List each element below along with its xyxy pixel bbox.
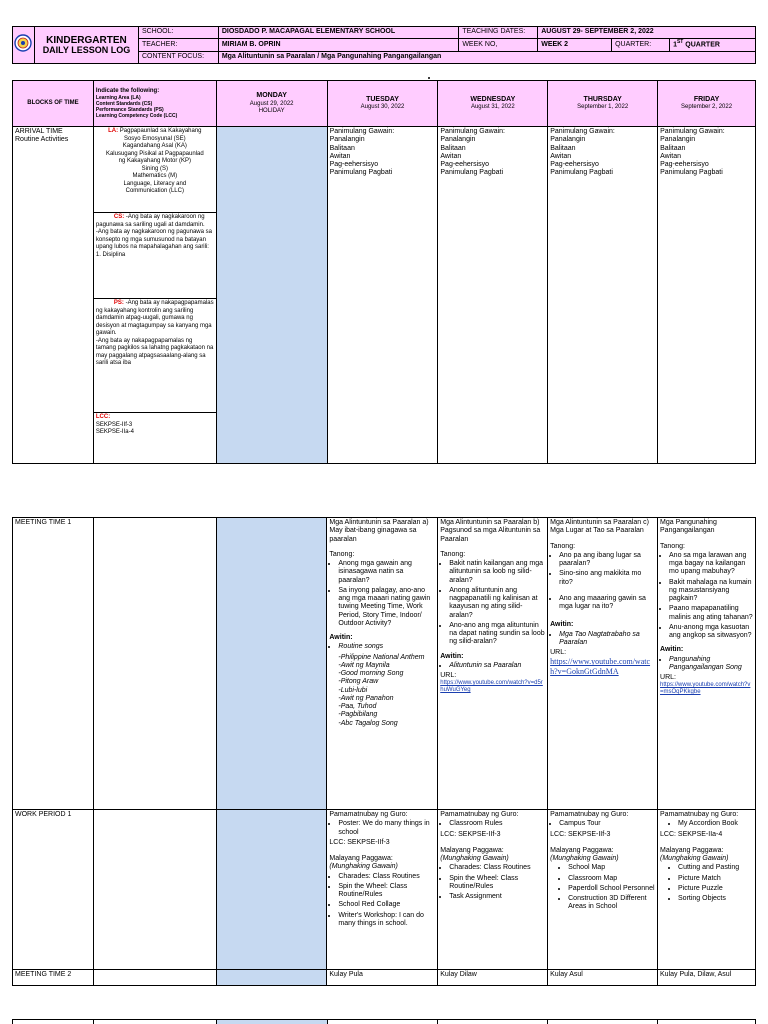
- meeting1-indicator-cell: [93, 518, 216, 810]
- stray-mark: [428, 77, 430, 79]
- thursday-meeting2-cell: Kulay Asul: [548, 970, 658, 986]
- thursday-song-link[interactable]: https://www.youtube.com/watch?v=GoknGtGdnMA: [550, 657, 651, 676]
- list-item: • Classroom Rules: [449, 820, 545, 828]
- list-item: • Alituntunin sa Paaralan: [449, 662, 545, 670]
- wednesday-arrival-cell: Panimulang Gawain: Panalangin Balitaan Awitan Pag-eehersisyo Panimulang Pagbati: [438, 127, 548, 464]
- thursday-meeting1-cell: Mga Alintuntunin sa Paaralan c) Mga Lugar at Tao sa Paaralan Tanong: • Ano pa ang ibang lugar sa paaralan? • Sino-sino ang makikita mo rito? • Ano ang maaaring gawin sa mga lugar na ito? Awitin: • Mga Tao Nagtatrabaho sa Paaralan URL: https://www.youtube.com/watch?v=GoknGtGdnMA: [548, 518, 658, 810]
- list-item: • Ano pa ang ibang lugar sa paaralan?: [559, 552, 655, 569]
- arrival-block: ARRIVAL TIME Routine Activities: [13, 127, 94, 464]
- list-item: • Classroom Map: [568, 875, 655, 883]
- friday-work1-cell: Pamamatnubay ng Guro: • My Accordion Book LCC: SEKPSE-IIa-4 Malayang Paggawa: (Munghaking Gawain) • Cutting and Pasting • Picture Match • Picture Puzzle • Sorting Objects: [658, 810, 756, 970]
- list-item: • Routine songs: [338, 643, 435, 651]
- col-friday: FRIDAY September 2, 2022: [658, 81, 756, 127]
- lesson-table-activities: [12, 517, 756, 986]
- list-item: • Picture Match: [678, 875, 753, 883]
- list-item: • Sa inyong palagay, ano-ano ang mga maaari nating gawin tuwing Meeting Time, Work Period, Story Time, Indoor/ Outdoor Activity?: [338, 587, 435, 628]
- list-item: • Ano-ano ang mga alituntunin na dapat nating sundin sa loob ng silid-aralan?: [449, 622, 545, 647]
- thursday-arrival-cell: Panimulang Gawain: Panalangin Balitaan Awitan Pag-eehersisyo Panimulang Pagbati: [548, 127, 658, 464]
- monday-arrival-cell: [216, 127, 327, 464]
- meeting1-block: MEETING TIME 1: [13, 518, 94, 810]
- list-item: • Ano ang maaaring gawin sa mga lugar na ito?: [559, 595, 655, 612]
- quarter-label: QUARTER:: [612, 39, 670, 52]
- seal-icon: [14, 34, 32, 52]
- list-item: • Bakit natin kailangan ang mga alituntunin sa loob ng silid-aralan?: [449, 560, 545, 585]
- work1-block: WORK PERIOD 1: [13, 810, 94, 970]
- learning-areas-cell: LA: Pagpapaunlad sa Kakayahang Sosyo Emosyunal (SE) Kagandahang Asal (KA) Kalusugang Pisikal at Pagpapaunlad ng Kakayahang Motor (KP) Sining (S) Mathematics (M) Language, Literacy and Communication (LLC): [93, 127, 216, 213]
- list-item: • Spin the Wheel: Class Routine/Rules: [338, 883, 435, 900]
- list-item: • Charades: Class Routines: [449, 864, 545, 872]
- monday-meeting1-cell: [216, 518, 327, 810]
- next-row-block: [13, 1020, 94, 1024]
- work1-indicator-cell: [93, 810, 216, 970]
- teacher-value: MIRIAM B. OPRIN: [218, 39, 459, 52]
- list-item: • Spin the Wheel: Class Routine/Rules: [449, 875, 545, 892]
- teaching-dates-value: AUGUST 29- SEPTEMBER 2, 2022: [538, 27, 756, 39]
- list-item: • Anong alituntunin ang nagpapanatili ng kalinisan at kaayusan ng ating silid-aralan?: [449, 587, 545, 620]
- list-item: • Sino-sino ang makikita mo rito?: [559, 570, 655, 587]
- content-focus-value: Mga Alituntunin sa Paaralan / Mga Pangunahing Pangangailangan: [218, 51, 755, 63]
- wednesday-meeting2-cell: Kulay Dilaw: [438, 970, 548, 986]
- next-row-tuesday: [327, 1020, 438, 1024]
- list-item: • School Map: [568, 864, 655, 872]
- content-focus-label: CONTENT FOCUS:: [138, 51, 218, 63]
- dll-title: KINDERGARTEN DAILY LESSON LOG: [34, 27, 138, 64]
- list-item: • Pangunahing Pangangailangan Song: [669, 656, 753, 673]
- wednesday-work1-cell: Pamamatnubay ng Guro: • Classroom Rules LCC: SEKPSE-IIf-3 Malayang Paggawa: (Munghaking Gawain) • Charades: Class Routines • Spin the Wheel: Class Routine/Rules • Task Assignment: [438, 810, 548, 970]
- monday-work1-cell: [216, 810, 327, 970]
- monday-meeting2-cell: [216, 970, 327, 986]
- list-item: • Mga Tao Nagtatrabaho sa Paaralan: [559, 631, 655, 648]
- friday-meeting2-cell: Kulay Pula, Dilaw, Asul: [658, 970, 756, 986]
- wednesday-meeting1-cell: Mga Alintuntunin sa Paaralan b) Pagsunod sa mga Alituntunin sa Paaralan Tanong: • Bakit natin kailangan ang mga alituntunin sa loob ng silid-aralan? • Anong alituntunin ang nagpapanatili ng kalinisan at kaayusan ng ating silid-aralan? • Ano-ano ang mga alituntunin na dapat nating sundin sa loob ng silid-aralan? Awitin: • Alituntunin sa Paaralan URL: https://www.youtube.com/watch?v=d5rhuWuGYeg: [438, 518, 548, 810]
- header-table: [12, 26, 756, 64]
- tuesday-meeting1-cell: Mga Alintuntunin sa Paaralan a) May ibat-ibang ginagawa sa paaralan Tanong: • Anong mga gawain ang isinasagawa natin sa paaralan? • Sa inyong palagay, ano-ano ang mga maaari nating gawin tuwing Meeting Time, Work Period, Story Time, Indoor/ Outdoor Activity? Awitin: • Routine songs -Philippine National Anthem -Awit ng Maynila -Good morning Song -Pitong Araw -Lubi-lubi -Awit ng Panahon -Paa, Tuhod -Pagbibilang -Abc Tagalog Song: [327, 518, 438, 810]
- deped-seal: [13, 27, 35, 64]
- col-thursday: THURSDAY September 1, 2022: [548, 81, 658, 127]
- week-value: WEEK 2: [538, 39, 612, 52]
- content-standards-cell: CS: -Ang bata ay nagkakaroon ng pagunawa sa sariling ugali at damdamin. -Ang bata ay nagkakaroon ng pagunawa sa konsepto ng mga sumusunod na batayan upang lubos na mapahalagahan ang sarili: 1. Disiplina: [93, 213, 216, 299]
- next-row-wednesday: [438, 1020, 548, 1024]
- col-tuesday: TUESDAY August 30, 2022: [327, 81, 438, 127]
- next-row-indicator: [93, 1020, 216, 1024]
- col-monday: MONDAY August 29, 2022 HOLIDAY: [216, 81, 327, 127]
- list-item: • Paperdoll School Personnel: [568, 885, 655, 893]
- week-label: WEEK NO,: [459, 39, 538, 52]
- list-item: • Task Assignment: [449, 893, 545, 901]
- list-item: • Sorting Objects: [678, 895, 753, 903]
- tuesday-work1-cell: Pamamatnubay ng Guro: • Poster: We do many things in school LCC: SEKPSE-IIf-3 Malayang Paggawa: (Munghaking Gawain) • Charades: Class Routines • Spin the Wheel: Class Routine/Rules • School Red Collage • Writer's Workshop: I can do many things in school.: [327, 810, 438, 970]
- list-item: • Writer's Workshop: I can do many things in school.: [338, 912, 435, 929]
- teacher-label: TEACHER:: [138, 39, 218, 52]
- list-item: • Charades: Class Routines: [338, 873, 435, 881]
- list-item: • Campus Tour: [559, 820, 655, 828]
- tuesday-arrival-cell: Panimulang Gawain: Panalangin Balitaan Awitan Pag-eehersisyo Panimulang Pagbati: [327, 127, 438, 464]
- next-row-thursday: [548, 1020, 658, 1024]
- list-item: • Cutting and Pasting: [678, 864, 753, 872]
- lesson-table-arrival: [12, 80, 756, 464]
- list-item: • Picture Puzzle: [678, 885, 753, 893]
- quarter-value: 1ST QUARTER: [670, 39, 756, 52]
- list-item: • Construction 3D Different Areas in School: [568, 895, 655, 912]
- list-item: • Ano sa mga larawan ang mga bagay na kailangan mo upang mabuhay?: [669, 552, 753, 577]
- list-item: • School Red Collage: [338, 901, 435, 909]
- list-item: • Anu-anong mga kasuotan ang angkop sa sitwasyon?: [669, 624, 753, 641]
- lcc-cell: LCC: SEKPSE-IIf-3 SEKPSE-IIa-4: [93, 413, 216, 464]
- friday-arrival-cell: Panimulang Gawain: Panalangin Balitaan Awitan Pag-eehersisyo Panimulang Pagbati: [658, 127, 756, 464]
- list-item: • My Accordion Book: [678, 820, 753, 828]
- meeting2-indicator-cell: [93, 970, 216, 986]
- col-blocks-of-time: BLOCKS OF TIME: [13, 81, 94, 127]
- list-item: • Bakit mahalaga na kumain ng masustansiyang pagkain?: [669, 579, 753, 604]
- friday-song-link[interactable]: https://www.youtube.com/watch?v=msOqPKkgbe: [660, 682, 751, 696]
- school-label: SCHOOL:: [138, 27, 218, 39]
- list-item: • Poster: We do many things in school: [338, 820, 435, 837]
- friday-meeting1-cell: Mga Pangunahing Pangangailangan Tanong: • Ano sa mga larawan ang mga bagay na kailangan mo upang mabuhay? • Bakit mahalaga na kumain ng masustansiyang pagkain? • Paano mapapanatiling malinis ang ating tahanan? • Anu-anong mga kasuotan ang angkop sa sitwasyon? Awitin: • Pangunahing Pangangailangan Song URL: https://www.youtube.com/watch?v=msOqPKkgbe: [658, 518, 756, 810]
- list-item: • Paano mapapanatiling malinis ang ating tahanan?: [669, 605, 753, 622]
- lesson-table-next: [12, 1019, 756, 1024]
- teaching-dates-label: TEACHING DATES:: [459, 27, 538, 39]
- meeting2-block: MEETING TIME 2: [13, 970, 94, 986]
- col-indicators: Indicate the following: Learning Area (LA) Content Standards (CS) Performance Standards (PS) Learning Competency Code (LCC): [93, 81, 216, 127]
- school-value: DIOSDADO P. MACAPAGAL ELEMENTARY SCHOOL: [218, 27, 459, 39]
- next-row-friday: [658, 1020, 756, 1024]
- next-row-monday: [216, 1020, 327, 1024]
- col-wednesday: WEDNESDAY August 31, 2022: [438, 81, 548, 127]
- tuesday-meeting2-cell: Kulay Pula: [327, 970, 438, 986]
- wednesday-song-link[interactable]: https://www.youtube.com/watch?v=d5rhuWuGYeg: [440, 680, 543, 694]
- thursday-work1-cell: Pamamatnubay ng Guro: • Campus Tour LCC: SEKPSE-IIf-3 Malayang Paggawa: (Munghaking Gawain) • School Map • Classroom Map • Paperdoll School Personnel • Construction 3D Different Areas in School: [548, 810, 658, 970]
- performance-standards-cell: PS: -Ang bata ay nakapagpapamalas ng kakayahang kontrolin ang sariling damdamin atpag-uugali, gumawa ng desisyon at magtagumpay sa kanyang mga gawain. -Ang bata ay nakapagpapamalas ng tamang pagkilos sa lahatng pagkakataon na may paggalang atpagsasaalang-alang sa sarili atsa iba: [93, 299, 216, 413]
- list-item: • Anong mga gawain ang isinasagawa natin sa paaralan?: [338, 560, 435, 585]
